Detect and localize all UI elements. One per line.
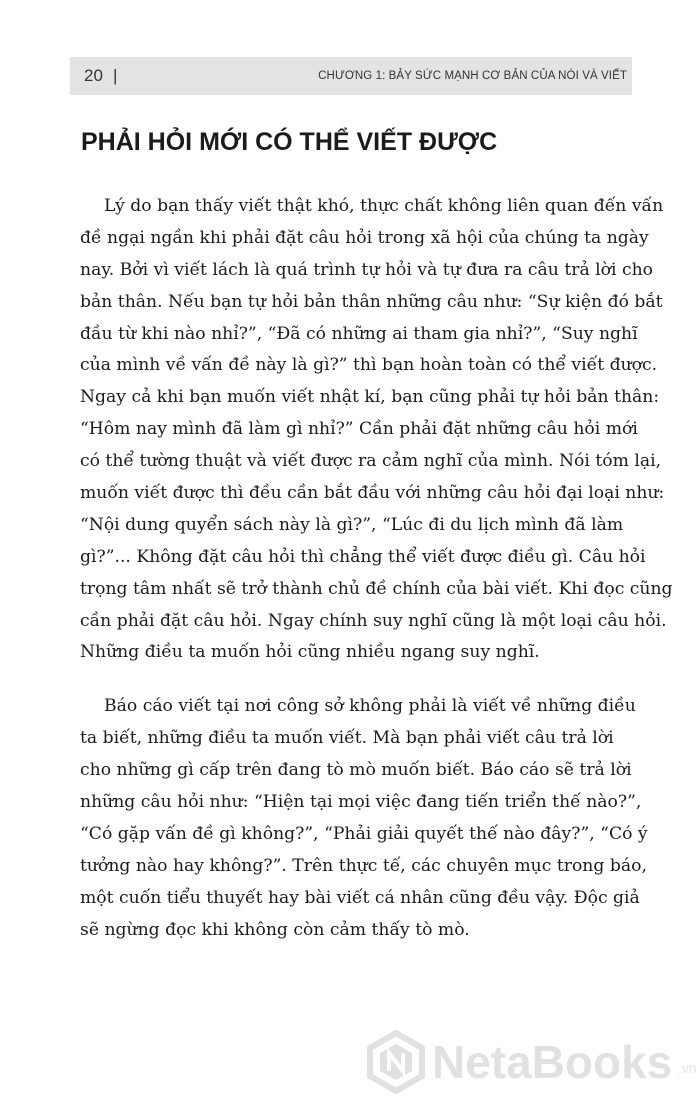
text-line: bản thân. Nếu bạn tự hỏi bản thân những câu như: “Sự kiện đó bắt	[80, 291, 663, 312]
paragraph-1	[80, 191, 673, 669]
text-line: Ngay cả khi bạn muốn viết nhật kí, bạn cũng phải tự hỏi bản thân:	[80, 387, 660, 408]
page-number: 20	[84, 66, 103, 85]
text-line: của mình về vấn đề này là gì?” thì bạn hoàn toàn có thể viết được.	[80, 355, 658, 376]
text-line: muốn viết được thì đều cần bắt đầu với những câu hỏi đại loại như:	[80, 483, 665, 504]
text-line: gì?”... Không đặt câu hỏi thì chẳng thể viết được điều gì. Câu hỏi	[80, 546, 646, 567]
text-line: có thể tường thuật và viết được ra cảm nghĩ của mình. Nói tóm lại,	[80, 451, 662, 472]
text-line: Những điều ta muốn hỏi cũng nhiều ngang suy nghĩ.	[80, 642, 540, 663]
text-line: Lý do bạn thấy viết thật khó, thực chất không liên quan đến vấn	[104, 196, 664, 216]
text-line: Báo cáo viết tại nơi công sở không phải là viết về những điều	[104, 696, 636, 717]
text-line: “Có gặp vấn đề gì không?”, “Phải giải quyết thế nào đây?”, “Có ý	[80, 823, 648, 844]
text-line: ta biết, những điều ta muốn viết. Mà bạn phải viết câu trả lời	[80, 728, 614, 749]
text-line: những câu hỏi như: “Hiện tại mọi việc đang tiến triển thế nào?”,	[80, 792, 642, 813]
text-line: “Nội dung quyển sách này là gì?”, “Lúc đi du lịch mình đã làm	[80, 514, 624, 535]
body-text	[80, 191, 673, 946]
text-line: một cuốn tiểu thuyết hay bài viết cá nhân cũng đều vậy. Độc giả	[80, 887, 640, 908]
text-line: cho những gì cấp trên đang tò mò muốn biết. Báo cáo sẽ trả lời	[80, 760, 632, 781]
text-line: sẽ ngừng đọc khi không còn cảm thấy tò mò.	[80, 919, 470, 940]
watermark-domain-suffix: .vn	[678, 1060, 697, 1076]
text-line: cần phải đặt câu hỏi. Ngay chính suy nghĩ cũng là một loại câu hỏi.	[80, 610, 667, 631]
text-line: đề ngại ngần khi phải đặt câu hỏi trong xã hội của chúng ta ngày	[80, 227, 649, 248]
text-line: tưởng nào hay không?”. Trên thực tế, các chuyên mục trong báo,	[80, 855, 647, 876]
header-separator: |	[113, 66, 118, 85]
text-line: đầu từ khi nào nhỉ?”, “Đã có những ai tham gia nhỉ?”, “Suy nghĩ	[80, 323, 638, 344]
watermark-brand: NetaBooks	[432, 1036, 673, 1088]
text-line: nay. Bởi vì viết lách là quá trình tự hỏi và tự đưa ra câu trả lời cho	[80, 259, 654, 280]
section-title: PHẢI HỎI MỚI CÓ THỂ VIẾT ĐƯỢC	[81, 128, 498, 156]
running-head-chapter-title: CHƯƠNG 1: BẢY SỨC MẠNH CƠ BẢN CỦA NÓI VÀ VIẾT	[318, 70, 627, 82]
text-line: trọng tâm nhất sẽ trở thành chủ đề chính của bài viết. Khi đọc cũng	[80, 578, 673, 599]
paragraph-2	[80, 691, 648, 946]
netabooks-logo-icon	[364, 1030, 428, 1094]
text-line: “Hôm nay mình đã làm gì nhỉ?” Cần phải đặt những câu hỏi mới	[80, 419, 638, 440]
